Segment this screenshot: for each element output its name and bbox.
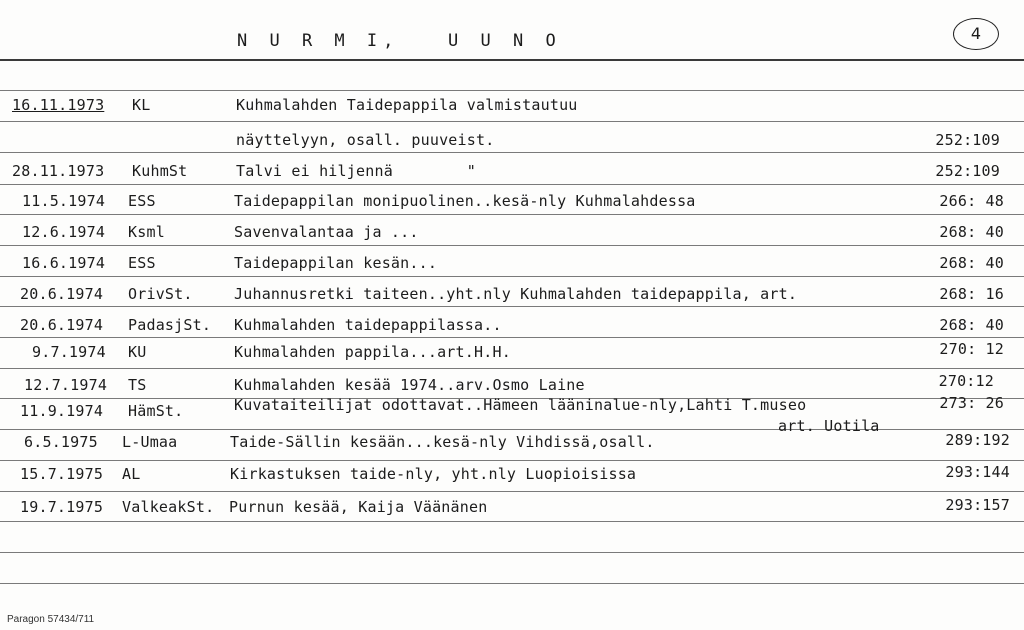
- entry-title: Purnun kesää, Kaija Väänänen: [229, 498, 488, 516]
- ruled-line: [0, 337, 1024, 338]
- entry-title: Taide-Sällin kesään...kesä-nly Vihdissä,osall.: [230, 433, 655, 451]
- entry-source: PadasjSt.: [128, 316, 212, 334]
- entry-source: KU: [128, 343, 147, 361]
- printer-mark: Paragon 57434/711: [7, 614, 95, 625]
- entry-source: KL: [132, 96, 151, 114]
- entry-title: Kuhmalahden Taidepappila valmistautuu: [236, 96, 578, 114]
- entry-title: näyttelyyn, osall. puuveist.: [236, 131, 495, 149]
- entry-date: 12.6.1974: [22, 223, 106, 241]
- entry-reference: 293:157: [945, 496, 1010, 514]
- entry-date: 11.5.1974: [22, 192, 106, 210]
- entry-reference: 268: 40: [939, 223, 1004, 241]
- entry-source: OrivSt.: [128, 285, 193, 303]
- entry-reference: 268: 40: [939, 316, 1004, 334]
- ruled-line: [0, 306, 1024, 307]
- entry-source: TS: [128, 376, 147, 394]
- card-heading: N U R M I, U U N O: [237, 31, 562, 51]
- ruled-line: [0, 184, 1024, 185]
- entry-title: Kirkastuksen taide-nly, yht.nly Luopioisissa: [230, 465, 637, 483]
- ruled-line: [0, 521, 1024, 522]
- entry-source: Ksml: [128, 223, 165, 241]
- ruled-line: [0, 121, 1024, 122]
- ruled-line: [0, 368, 1024, 369]
- entry-reference: 268: 16: [939, 285, 1004, 303]
- entry-title: Talvi ei hiljennä ": [236, 162, 476, 180]
- entry-source: HämSt.: [128, 402, 184, 420]
- ruled-line: [0, 491, 1024, 492]
- entry-reference: 293:144: [945, 463, 1010, 481]
- entry-reference: 266: 48: [939, 192, 1004, 210]
- entry-date: 12.7.1974: [24, 376, 108, 394]
- entry-title-continuation: art. Uotila: [778, 417, 880, 435]
- entry-date: 11.9.1974: [20, 402, 104, 420]
- ruled-line: [0, 583, 1024, 584]
- entry-title: Kuhmalahden taidepappilassa..: [234, 316, 502, 334]
- header-rule: [0, 59, 1024, 61]
- entry-source: ESS: [128, 254, 156, 272]
- entry-reference: 289:192: [945, 431, 1010, 449]
- entry-date: 6.5.1975: [24, 433, 98, 451]
- entry-date: 19.7.1975: [20, 498, 104, 516]
- entry-source: AL: [122, 465, 141, 483]
- entry-title: Kuvataiteilijat odottavat..Hämeen lääninalue-nly,Lahti T.museo: [234, 396, 807, 414]
- entry-source: ValkeakSt.: [122, 498, 215, 516]
- entry-title: Taidepappilan monipuolinen..kesä-nly Kuhmalahdessa: [234, 192, 696, 210]
- entry-date: 16.11.1973: [12, 96, 105, 114]
- entry-title: Juhannusretki taiteen..yht.nly Kuhmalahden taidepappila, art.: [234, 285, 798, 303]
- ruled-line: [0, 552, 1024, 553]
- entry-title: Taidepappilan kesän...: [234, 254, 438, 272]
- entry-reference: 252:109: [935, 131, 1000, 149]
- entry-title: Kuhmalahden pappila...art.H.H.: [234, 343, 511, 361]
- entry-date: 28.11.1973: [12, 162, 105, 180]
- entry-reference: 270: 12: [939, 340, 1004, 358]
- entry-date: 16.6.1974: [22, 254, 106, 272]
- ruled-line: [0, 460, 1024, 461]
- card-number-circle: 4: [953, 18, 999, 50]
- entry-date: 15.7.1975: [20, 465, 104, 483]
- entry-reference: 270:12: [938, 372, 994, 390]
- ruled-line: [0, 90, 1024, 91]
- entry-date: 20.6.1974: [20, 316, 104, 334]
- entry-title: Savenvalantaa ja ...: [234, 223, 419, 241]
- ruled-line: [0, 214, 1024, 215]
- entry-date: 20.6.1974: [20, 285, 104, 303]
- entry-source: L-Umaa: [122, 433, 178, 451]
- entry-reference: 268: 40: [939, 254, 1004, 272]
- ruled-line: [0, 276, 1024, 277]
- entry-reference: 252:109: [935, 162, 1000, 180]
- entry-source: KuhmSt: [132, 162, 188, 180]
- ruled-line: [0, 152, 1024, 153]
- entry-source: ESS: [128, 192, 156, 210]
- entry-reference: 273: 26: [939, 394, 1004, 412]
- ruled-line: [0, 245, 1024, 246]
- entry-title: Kuhmalahden kesää 1974..arv.Osmo Laine: [234, 376, 585, 394]
- entry-date: 9.7.1974: [32, 343, 106, 361]
